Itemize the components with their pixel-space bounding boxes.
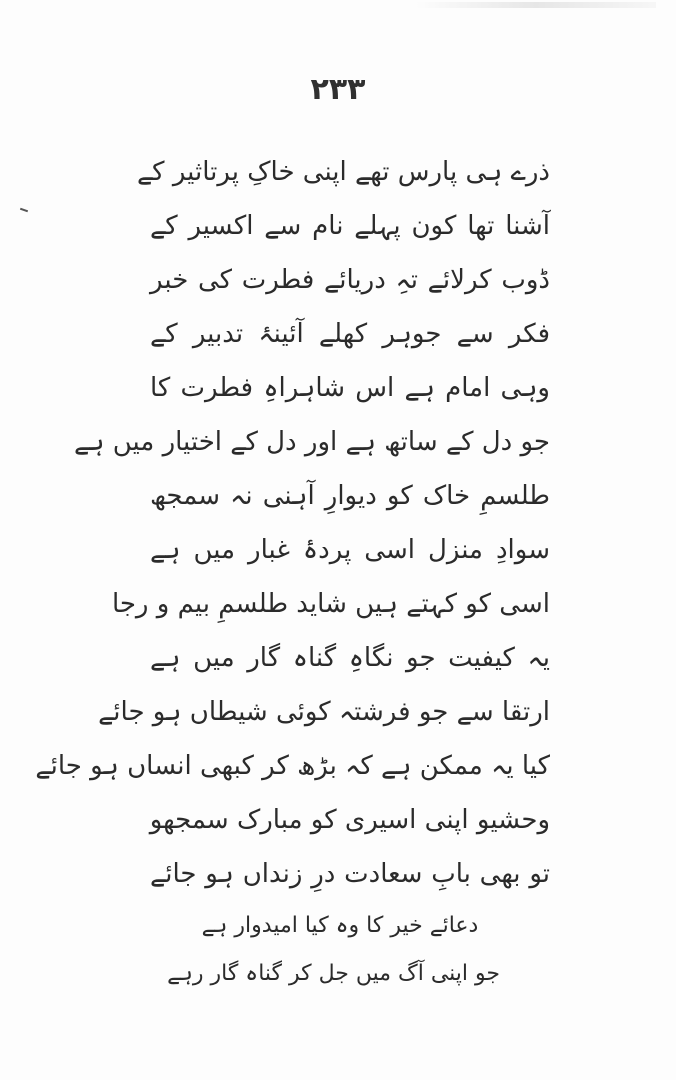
closing-line-1: دعائے خیر کا وہ کیا امیدوار ہے [201,913,479,938]
verse-line-9: اسی کو کہتے ہیں شاید طلسمِ بیم و رجا [111,589,550,619]
verse-line-14: تو بھی بابِ سعادت درِ زنداں ہو جائے [150,859,550,889]
verse-line-8: سوادِ منزل اسی پردۂ غبار میں ہے [150,535,550,565]
verse-line-5: وہی امام ہے اس شاہراہِ فطرت کا [150,373,550,403]
verse-line-4: فکر سے جوہر کھلے آئینۂ تدبیر کے [150,319,550,349]
verse-line-7: طلسمِ خاک کو دیوارِ آہنی نہ سمجھ [150,481,550,511]
verse-line-11: ارتقا سے جو فرشتہ کوئی شیطاں ہو جائے [98,697,550,727]
verse-line-1: ذرے ہی پارس تھے اپنی خاکِ پرتاثیر کے [136,157,550,187]
verse-line-6: جو دل کے ساتھ ہے اور دل کے اختیار میں ہے [74,427,550,457]
verse-line-2: آشنا تھا کون پہلے نام سے اکسیر کے [150,211,550,241]
closing-line-2: جو اپنی آگ میں جل کر گناہ گار رہے [167,961,500,986]
stray-ink-mark [20,208,28,213]
scan-smudge [416,2,656,8]
verse-line-12: کیا یہ ممکن ہے کہ بڑھ کر کبھی انساں ہو جائے [35,751,550,781]
verse-line-13: وحشیو اپنی اسیری کو مبارک سمجھو [149,805,550,835]
verse-line-3: ڈوب کرلائے تہِ دریائے فطرت کی خبر [150,265,550,295]
verse-line-10: یہ کیفیت جو نگاہِ گناہ گار میں ہے [150,643,550,673]
page-number: ۲۳۳ [310,72,366,107]
